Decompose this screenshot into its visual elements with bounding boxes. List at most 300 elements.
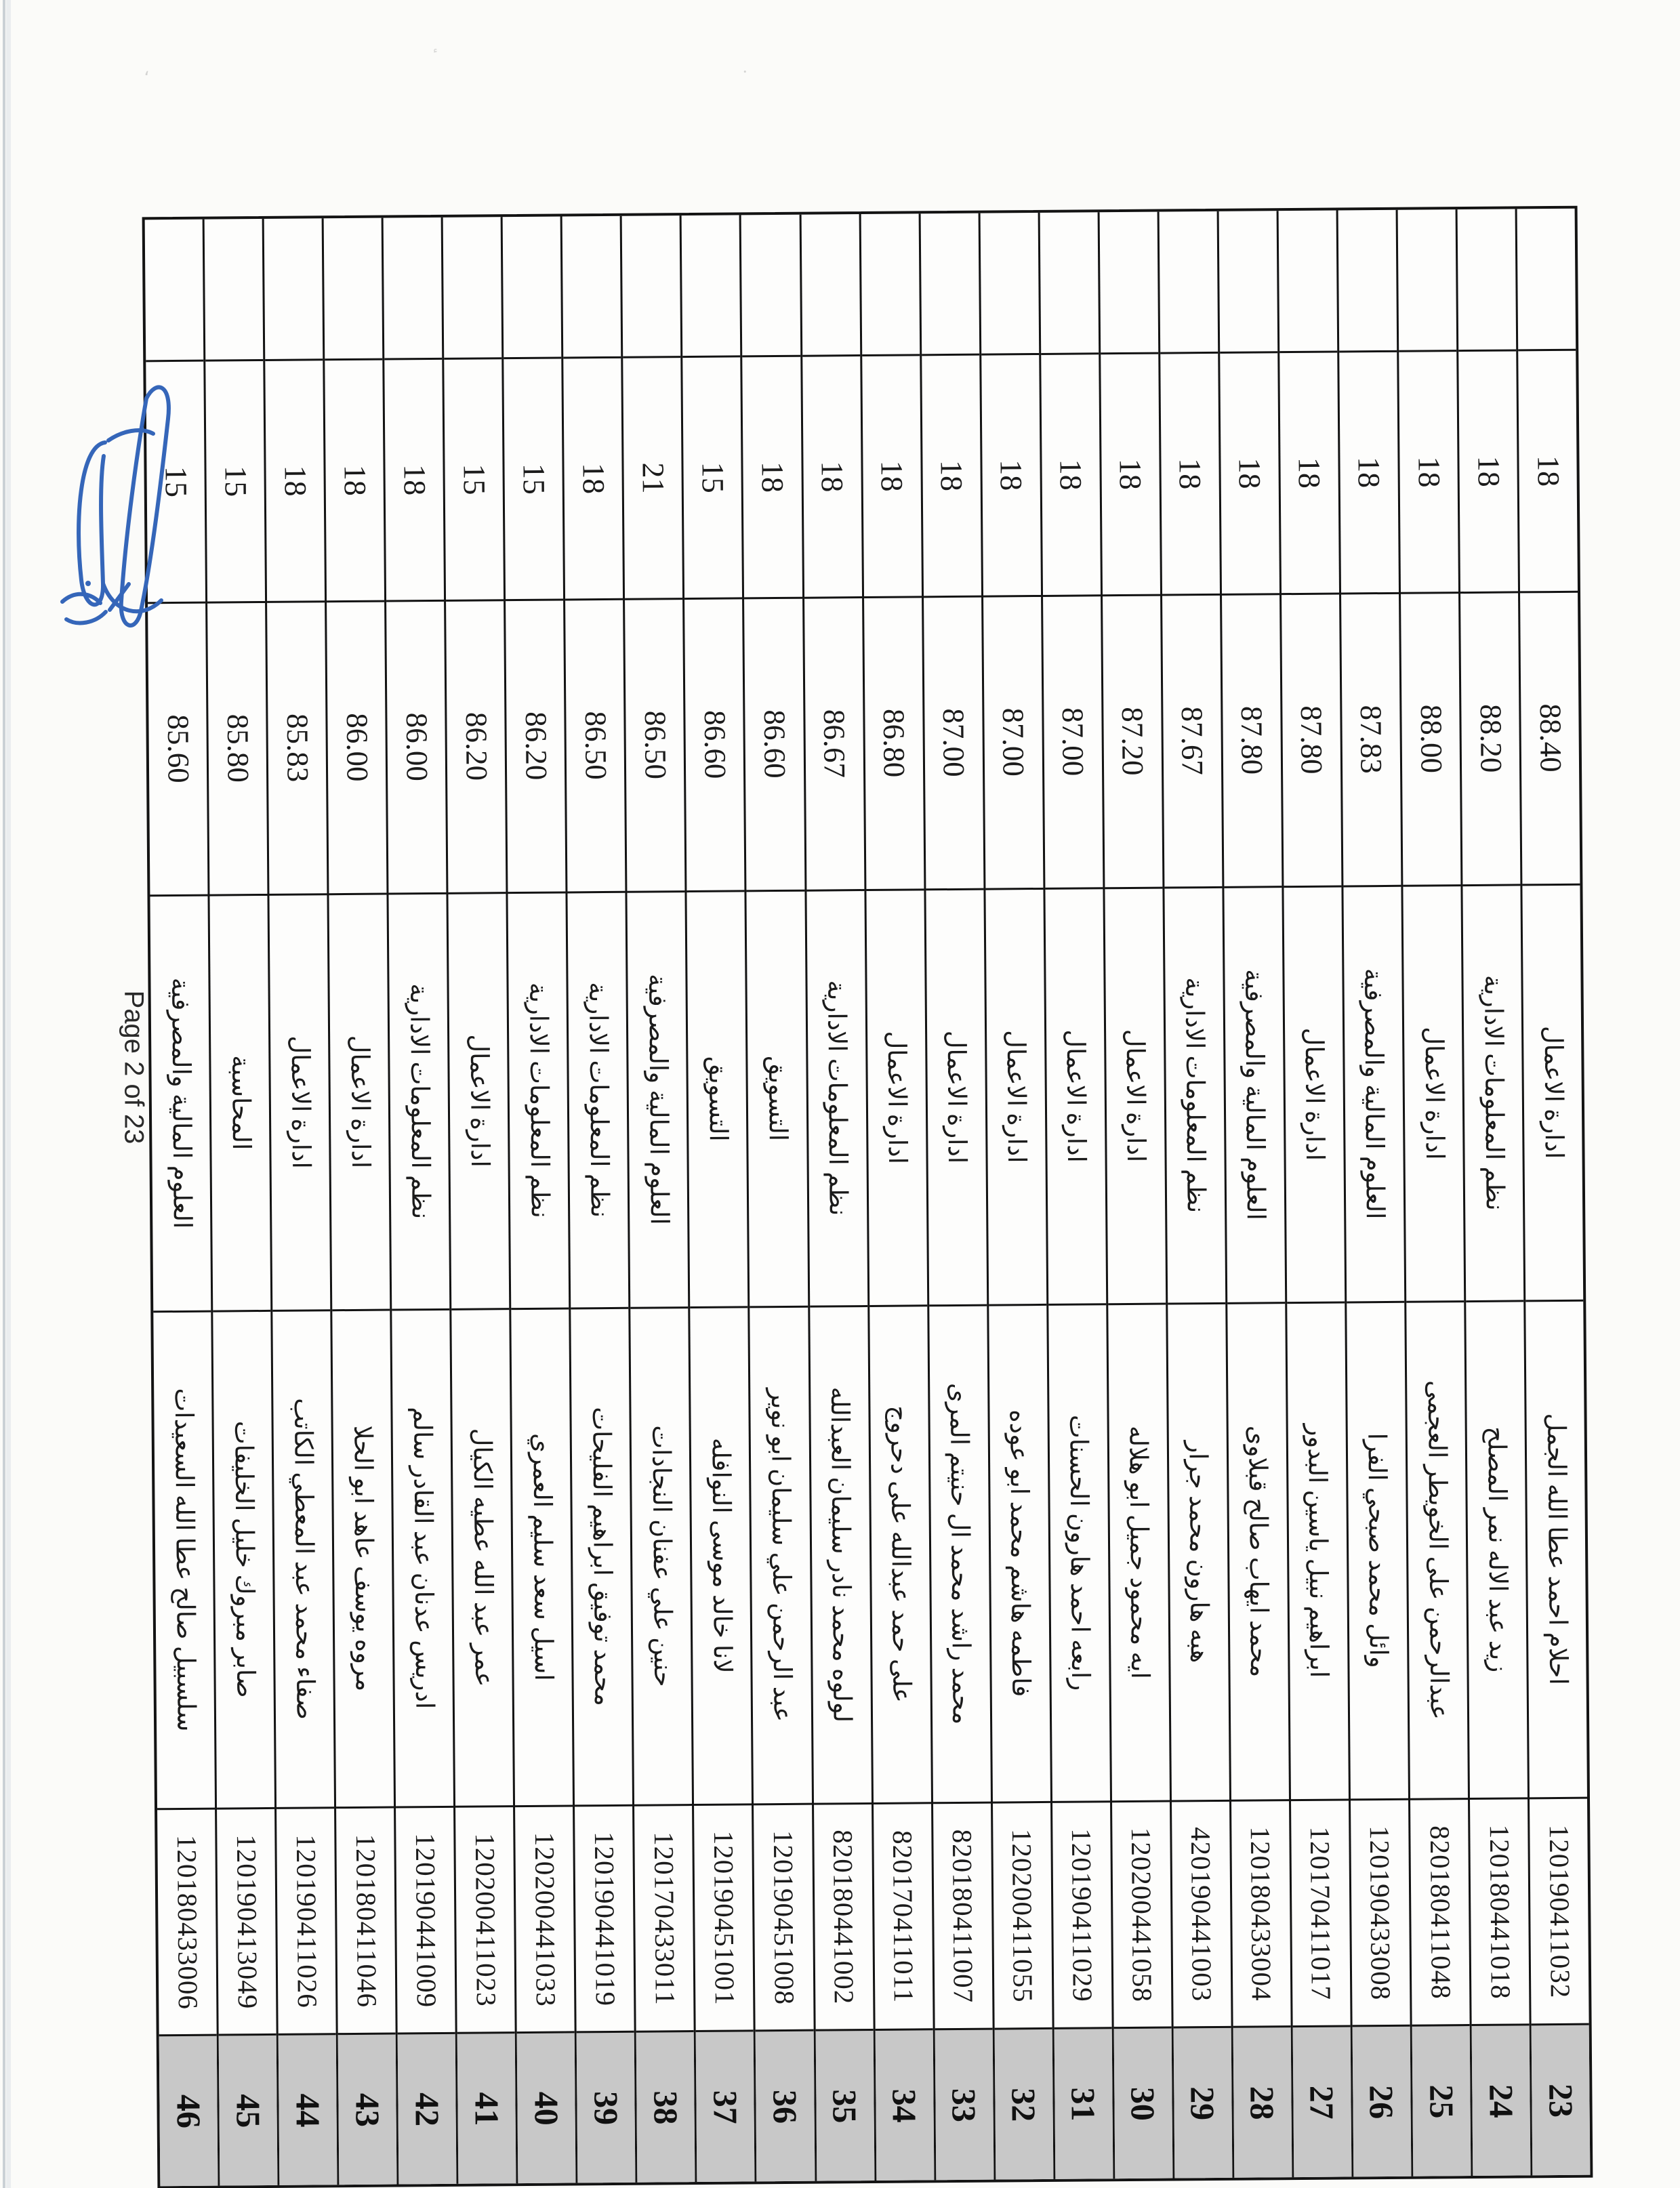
cell-department-text: ادارة الاعمال xyxy=(1061,1029,1090,1163)
cell-notes xyxy=(1338,210,1397,350)
cell-student-id xyxy=(1112,1800,1172,2027)
cell-hours xyxy=(802,354,862,597)
cell-average xyxy=(1222,593,1282,886)
cell-notes xyxy=(801,214,860,354)
cell-hours xyxy=(862,354,922,596)
cell-department-text: العلوم المالية والمصرفية xyxy=(165,977,196,1229)
cell-average xyxy=(506,599,565,892)
cell-student-id xyxy=(276,1807,336,2034)
cell-student-name-text: محمد ايهاب صالح قبلاوى xyxy=(1243,1425,1273,1678)
cell-notes xyxy=(205,219,264,359)
cell-department xyxy=(1045,887,1106,1304)
cell-row-number xyxy=(1054,2027,1113,2179)
cell-average xyxy=(1043,595,1103,888)
cell-row-number xyxy=(696,2030,755,2182)
cell-average-text: 86.80 xyxy=(876,709,911,778)
cell-student-name-text: سلسبيل صالح عطا الله السعيدات xyxy=(169,1388,200,1732)
cell-average xyxy=(1460,592,1520,884)
cell-row-number-text: 39 xyxy=(587,2090,626,2125)
cell-notes xyxy=(264,218,323,358)
cell-hours-text: 18 xyxy=(1172,457,1208,490)
cell-average-text: 86.50 xyxy=(638,711,673,780)
cell-average xyxy=(1282,593,1341,886)
cell-row-number-text: 31 xyxy=(1064,2086,1103,2122)
cell-student-id xyxy=(874,1802,933,2029)
cell-department xyxy=(806,889,867,1306)
signature-dot xyxy=(85,581,91,586)
cell-hours xyxy=(683,355,743,598)
cell-student-name-text: فاطمه هاشم محمد ابو عوده xyxy=(1004,1409,1035,1697)
cell-student-name-text: مروه يوسف عاهد ابو الحلا xyxy=(348,1425,378,1692)
cell-student-id-text: 820180441002 xyxy=(827,1829,860,2005)
cell-student-name xyxy=(213,1310,274,1808)
cell-notes xyxy=(145,220,204,360)
scan-speck: . xyxy=(743,57,747,77)
cell-student-name xyxy=(810,1305,872,1803)
cell-average-text: 87.20 xyxy=(1115,707,1150,777)
cell-student-name xyxy=(272,1309,334,1807)
cell-average xyxy=(207,601,267,894)
cell-average xyxy=(924,596,983,888)
cell-average xyxy=(327,600,386,893)
cell-average-text: 86.67 xyxy=(817,709,852,779)
cell-row-number-text: 42 xyxy=(408,2092,447,2127)
cell-department-text: ادارة الاعمال xyxy=(1419,1027,1448,1161)
cell-student-id-text: 120170411017 xyxy=(1305,1825,1338,2000)
cell-hours-text: 15 xyxy=(218,466,253,497)
cell-student-id xyxy=(694,1803,754,2030)
cell-average xyxy=(1520,591,1580,884)
cell-student-name-text: صفاء محمد عبد المعطي الكاتب xyxy=(288,1398,319,1720)
cell-student-id-text: 120200441033 xyxy=(529,1832,562,2007)
cell-student-id-text: 120180433006 xyxy=(171,1834,204,2010)
cell-student-name xyxy=(512,1307,573,1805)
cell-hours-text: 18 xyxy=(278,465,313,497)
cell-student-name-text: على حمد عبدالله على دحروج xyxy=(884,1405,916,1704)
cell-notes xyxy=(682,215,741,355)
cell-average-text: 86.20 xyxy=(518,711,554,781)
cell-department-text: ادارة الاعمال xyxy=(941,1030,971,1164)
cell-hours xyxy=(922,353,981,596)
cell-student-name xyxy=(1466,1300,1528,1798)
cell-average xyxy=(864,596,924,889)
cell-notes xyxy=(562,216,621,356)
cell-student-name xyxy=(929,1304,991,1802)
cell-row-number xyxy=(994,2027,1053,2179)
cell-department xyxy=(270,893,331,1310)
cell-row-number xyxy=(1353,2025,1412,2176)
results-table xyxy=(142,206,1593,2188)
cell-department xyxy=(628,890,689,1307)
cell-student-name-text: هبه هارون محمد جرار xyxy=(1183,1441,1214,1664)
cell-hours xyxy=(444,357,504,600)
cell-notes xyxy=(324,218,383,358)
cell-average xyxy=(446,599,506,892)
cell-student-id xyxy=(933,1801,993,2028)
cell-department-text: ادارة الاعمال xyxy=(1001,1030,1031,1163)
cell-student-id-text: 120190441019 xyxy=(588,1831,621,2006)
cell-notes xyxy=(1040,212,1099,352)
cell-hours xyxy=(325,358,384,600)
cell-student-id xyxy=(1231,1799,1291,2026)
cell-student-name xyxy=(332,1308,394,1807)
cell-average xyxy=(745,597,804,890)
cell-row-number xyxy=(279,2034,337,2185)
cell-student-id xyxy=(515,1804,575,2031)
cell-department-text: ادارة الاعمال xyxy=(345,1035,374,1169)
cell-student-id-text: 820180411007 xyxy=(946,1829,979,2003)
cell-student-id xyxy=(754,1802,813,2029)
cell-row-number xyxy=(1412,2024,1471,2176)
cell-hours-text: 15 xyxy=(695,461,731,493)
cell-student-id xyxy=(1291,1798,1351,2025)
cell-student-name xyxy=(1108,1302,1170,1800)
cell-student-id xyxy=(1530,1796,1589,2023)
cell-hours-text: 18 xyxy=(934,459,969,492)
cell-row-number xyxy=(517,2031,576,2183)
cell-notes xyxy=(920,213,979,354)
cell-hours xyxy=(623,356,683,598)
cell-hours xyxy=(1279,350,1339,593)
cell-notes xyxy=(384,218,443,358)
cell-notes xyxy=(1458,209,1517,349)
cell-student-id xyxy=(993,1801,1052,2028)
cell-student-name xyxy=(750,1305,812,1803)
cell-student-name-text: احلام احمد عطا الله الجمل xyxy=(1541,1413,1572,1686)
cell-student-id-text: 120190411032 xyxy=(1543,1824,1576,1998)
cell-student-name-text: لانا خالد موسى النوافله xyxy=(706,1437,736,1674)
cell-row-number-text: 44 xyxy=(288,2092,327,2128)
cell-hours xyxy=(1339,350,1399,593)
cell-average xyxy=(1341,592,1401,885)
cell-hours xyxy=(1399,350,1458,592)
cell-student-name-text: ابراهيم نبيل ياسين البدور xyxy=(1303,1424,1333,1678)
cell-hours-text: 15 xyxy=(457,463,492,495)
cell-hours-text: 15 xyxy=(516,463,552,495)
cell-notes xyxy=(1517,209,1576,349)
cell-row-number-text: 29 xyxy=(1183,2086,1223,2121)
cell-row-number xyxy=(338,2033,397,2185)
cell-student-id xyxy=(1470,1797,1530,2024)
cell-row-number-text: 38 xyxy=(647,2090,685,2125)
cell-hours-text: 18 xyxy=(1411,456,1447,488)
cell-notes xyxy=(980,213,1039,353)
cell-row-number-text: 46 xyxy=(169,2094,208,2128)
cell-student-name xyxy=(1048,1303,1110,1801)
cell-department xyxy=(1164,886,1225,1303)
cell-row-number-text: 41 xyxy=(468,2091,506,2126)
cell-row-number xyxy=(219,2034,278,2185)
cell-row-number-text: 36 xyxy=(766,2089,804,2124)
cell-notes xyxy=(443,217,502,357)
cell-row-number xyxy=(577,2031,636,2183)
cell-average-text: 85.60 xyxy=(161,714,196,784)
page-footer: Page 2 of 23 xyxy=(119,990,149,1144)
cell-hours xyxy=(1518,348,1578,591)
cell-average-text: 87.00 xyxy=(996,707,1031,777)
cell-average-text: 87.67 xyxy=(1175,706,1210,776)
cell-student-name-text: صابر مبروك خليل الخليفات xyxy=(228,1420,259,1699)
cell-department xyxy=(1224,886,1285,1302)
cell-department-text: العلوم المالية والمصرفية xyxy=(642,974,673,1226)
cell-average-text: 88.20 xyxy=(1473,704,1509,774)
cell-hours-text: 18 xyxy=(993,459,1029,491)
cell-student-name xyxy=(691,1306,752,1804)
cell-student-name xyxy=(1168,1302,1229,1800)
cell-hours-text: 18 xyxy=(874,460,909,492)
cell-hours xyxy=(1220,351,1279,594)
cell-student-name xyxy=(869,1304,931,1802)
cell-student-id xyxy=(157,1807,217,2034)
cell-hours xyxy=(504,356,564,599)
cell-row-number-text: 24 xyxy=(1481,2084,1521,2118)
cell-row-number-text: 28 xyxy=(1243,2085,1282,2120)
cell-student-name-text: اسيل سعد سليم العمري xyxy=(527,1433,557,1682)
cell-hours xyxy=(743,354,802,597)
cell-department-text: التسويق xyxy=(703,1056,732,1142)
cell-row-number xyxy=(398,2032,457,2184)
cell-notes xyxy=(1218,211,1277,351)
cell-department-text: ادارة الاعمال xyxy=(1120,1029,1150,1163)
cell-student-name-text: وائل محمد صبحي الفرا xyxy=(1362,1432,1393,1669)
cell-student-name-text: ادريس عدنان عبد القادر سالم xyxy=(407,1407,438,1710)
cell-average xyxy=(684,598,744,890)
cell-student-id-text: 120200441058 xyxy=(1126,1827,1159,2002)
cell-student-name xyxy=(1406,1300,1468,1798)
cell-student-id xyxy=(1052,1800,1112,2027)
cell-student-name-text: محمد توفيق ابراهيم الفليحات xyxy=(586,1407,617,1707)
cell-average xyxy=(1401,592,1460,884)
cell-hours-text: 15 xyxy=(159,466,194,498)
cell-student-id-text: 120190411029 xyxy=(1066,1828,1099,2002)
scan-speck: ، xyxy=(144,60,150,79)
cell-student-name xyxy=(1347,1301,1408,1799)
cell-department-text: ادارة الاعمال xyxy=(1299,1027,1329,1161)
cell-department-text: العلوم المالية والمصرفية xyxy=(1239,969,1270,1221)
scan-edge-shadow-light xyxy=(6,0,11,2188)
cell-notes xyxy=(861,213,920,354)
cell-row-number xyxy=(1233,2025,1292,2177)
cell-student-name-text: محمد راشد محمد ال حنيتم المرى xyxy=(944,1382,975,1725)
scan-edge-shadow xyxy=(3,0,5,2188)
cell-hours xyxy=(1101,352,1160,594)
cell-hours xyxy=(1160,352,1220,594)
cell-row-number xyxy=(1532,2023,1591,2175)
cell-department xyxy=(747,889,808,1306)
cell-department-text: نظم المعلومات الادارية xyxy=(583,982,613,1218)
cell-student-name-text: عبدالرحمن على الخويطر العجمى xyxy=(1422,1380,1453,1720)
cell-hours-text: 18 xyxy=(1471,455,1507,487)
cell-student-id xyxy=(1351,1798,1410,2025)
cell-student-name xyxy=(571,1307,633,1805)
cell-row-number xyxy=(1173,2026,1232,2178)
cell-hours-text: 18 xyxy=(755,461,790,493)
cell-student-name xyxy=(153,1310,215,1808)
cell-hours-text: 18 xyxy=(1292,457,1328,489)
cell-department-text: ادارة الاعمال xyxy=(1538,1025,1568,1159)
cell-row-number-text: 34 xyxy=(885,2088,924,2123)
cell-row-number xyxy=(1472,2024,1531,2176)
cell-student-name-text: زيد عبد الاله نمر المصلح xyxy=(1481,1426,1512,1673)
cell-average-text: 87.80 xyxy=(1294,705,1330,775)
cell-department-text: نظم المعلومات الادارية xyxy=(822,980,852,1216)
cell-student-name-text: رابعه احمد هارون الحسنات xyxy=(1064,1415,1094,1691)
cell-student-name-text: ايه محمود جميل ابو هلاله xyxy=(1124,1426,1154,1680)
cell-row-number-text: 43 xyxy=(348,2092,387,2127)
cell-department xyxy=(1284,885,1345,1302)
cell-hours xyxy=(1458,349,1518,592)
cell-student-id-text: 820170411011 xyxy=(886,1830,920,2003)
cell-student-id-text: 120190433008 xyxy=(1364,1825,1397,2000)
cell-department xyxy=(449,892,510,1308)
cell-average xyxy=(804,596,864,889)
cell-student-id xyxy=(814,1802,874,2029)
cell-department xyxy=(926,888,987,1304)
cell-average xyxy=(983,595,1043,888)
cell-student-id-text: 120190451001 xyxy=(708,1830,741,2006)
cell-student-id-text: 120190441009 xyxy=(409,1832,443,2008)
cell-row-number-text: 40 xyxy=(527,2091,566,2126)
cell-student-name-text: لولوه محمد نادر سليمان العبدالله xyxy=(825,1386,856,1723)
cell-row-number xyxy=(159,2034,218,2186)
cell-department xyxy=(1343,884,1404,1301)
cell-row-number-text: 37 xyxy=(706,2090,745,2124)
cell-department xyxy=(1462,884,1523,1300)
cell-department-text: نظم المعلومات الادارية xyxy=(404,983,434,1220)
cell-student-id xyxy=(634,1804,694,2031)
cell-average-text: 87.80 xyxy=(1235,706,1269,775)
cell-department xyxy=(210,894,271,1310)
cell-hours xyxy=(205,359,265,602)
cell-hours-text: 18 xyxy=(1351,456,1387,489)
cell-row-number xyxy=(935,2028,993,2180)
cell-notes xyxy=(1099,212,1158,352)
cell-hours xyxy=(265,358,325,601)
cell-notes xyxy=(622,215,681,356)
cell-student-id-text: 120200411055 xyxy=(1006,1828,1040,2003)
cell-student-id xyxy=(336,1806,396,2033)
cell-average-text: 88.40 xyxy=(1533,703,1568,773)
cell-department xyxy=(150,894,211,1310)
signature-stroke xyxy=(121,387,169,625)
cell-student-id xyxy=(396,1806,455,2033)
signature-stroke xyxy=(79,442,105,604)
cell-hours-text: 18 xyxy=(1232,457,1268,489)
cell-department-text: ادارة الاعمال xyxy=(464,1034,493,1168)
cell-average-text: 87.83 xyxy=(1354,705,1389,775)
cell-department xyxy=(1403,884,1464,1301)
cell-student-name xyxy=(1525,1300,1587,1798)
cell-row-number-text: 27 xyxy=(1303,2085,1342,2120)
cell-average-text: 85.83 xyxy=(280,714,315,783)
cell-department xyxy=(985,888,1046,1304)
cell-row-number-text: 32 xyxy=(1004,2087,1043,2122)
cell-row-number-text: 35 xyxy=(825,2088,864,2124)
cell-department xyxy=(389,892,450,1309)
cell-average-text: 86.00 xyxy=(340,713,375,783)
cell-student-name xyxy=(392,1308,453,1807)
cell-average-text: 86.00 xyxy=(399,712,434,782)
cell-student-name xyxy=(1227,1302,1289,1800)
cell-student-id-text: 120170433011 xyxy=(648,1831,681,2006)
cell-student-id-text: 120190411026 xyxy=(290,1834,323,2008)
cell-row-number-text: 26 xyxy=(1362,2084,1401,2119)
signature xyxy=(39,378,202,649)
cell-student-id xyxy=(455,1805,515,2032)
cell-average xyxy=(267,600,327,893)
cell-student-name xyxy=(1287,1301,1349,1799)
cell-notes xyxy=(1159,211,1218,352)
cell-department-text: ادارة الاعمال xyxy=(285,1035,314,1170)
cell-student-id xyxy=(1410,1798,1470,2025)
cell-student-id-text: 120190451008 xyxy=(767,1830,800,2005)
cell-department xyxy=(568,890,629,1307)
cell-row-number xyxy=(1113,2027,1172,2179)
cell-department-text: التسويق xyxy=(762,1056,792,1142)
cell-department xyxy=(1522,883,1583,1300)
cell-average-text: 86.20 xyxy=(459,712,494,781)
cell-average xyxy=(1162,594,1222,886)
cell-hours-text: 18 xyxy=(576,462,611,495)
cell-department-text: نظم المعلومات الادارية xyxy=(1478,974,1509,1212)
cell-row-number xyxy=(457,2031,516,2183)
cell-department xyxy=(1105,886,1166,1303)
cell-student-name-text: عمر عبد الله عطيه الكيال xyxy=(467,1428,497,1687)
cell-hours xyxy=(384,358,444,600)
cell-student-name-text: عبد الرحمن علي سليمان ابو نوير xyxy=(765,1388,796,1722)
cell-student-id-text: 120200411023 xyxy=(469,1832,502,2007)
cell-hours-text: 18 xyxy=(397,463,432,496)
cell-hours-text: 21 xyxy=(636,462,671,494)
cell-average-text: 86.50 xyxy=(578,711,613,781)
cell-student-name-text: حنين علي عفنان النجادات xyxy=(647,1425,677,1687)
cell-department xyxy=(866,888,927,1305)
cell-hours-text: 18 xyxy=(1053,459,1089,491)
cell-department-text: نظم المعلومات الادارية xyxy=(523,982,554,1219)
cell-student-id-text: 820180411048 xyxy=(1424,1825,1457,2000)
cell-row-number-text: 23 xyxy=(1541,2083,1580,2118)
cell-hours-text: 18 xyxy=(337,464,373,497)
cell-student-name xyxy=(631,1306,693,1804)
cell-notes xyxy=(1398,209,1457,350)
cell-row-number-text: 25 xyxy=(1422,2084,1461,2119)
cell-student-id-text: 120190413049 xyxy=(230,1834,264,2009)
cell-hours xyxy=(1041,352,1101,595)
cell-student-id-text: 120180441018 xyxy=(1483,1824,1517,2000)
cell-average xyxy=(386,600,446,892)
cell-average-text: 87.00 xyxy=(1056,707,1090,777)
cell-department-text: نظم المعلومات الادارية xyxy=(1180,977,1210,1214)
cell-row-number xyxy=(875,2029,934,2181)
cell-department xyxy=(687,890,748,1306)
cell-notes xyxy=(503,217,562,357)
cell-average xyxy=(1103,594,1162,887)
cell-row-number xyxy=(1293,2025,1352,2177)
cell-student-id-text: 420190441003 xyxy=(1185,1826,1218,2002)
cell-row-number xyxy=(636,2030,695,2182)
cell-hours xyxy=(564,356,623,599)
cell-student-id xyxy=(217,1807,276,2034)
cell-average-text: 86.60 xyxy=(757,709,792,779)
cell-student-name xyxy=(989,1304,1050,1802)
cell-department xyxy=(508,891,569,1308)
signature-stroke xyxy=(108,430,153,440)
cell-student-id xyxy=(1172,1800,1231,2027)
cell-average xyxy=(565,598,625,891)
cell-average-text: 87.00 xyxy=(936,708,971,778)
cell-student-name xyxy=(452,1308,514,1806)
cell-department xyxy=(329,892,390,1309)
